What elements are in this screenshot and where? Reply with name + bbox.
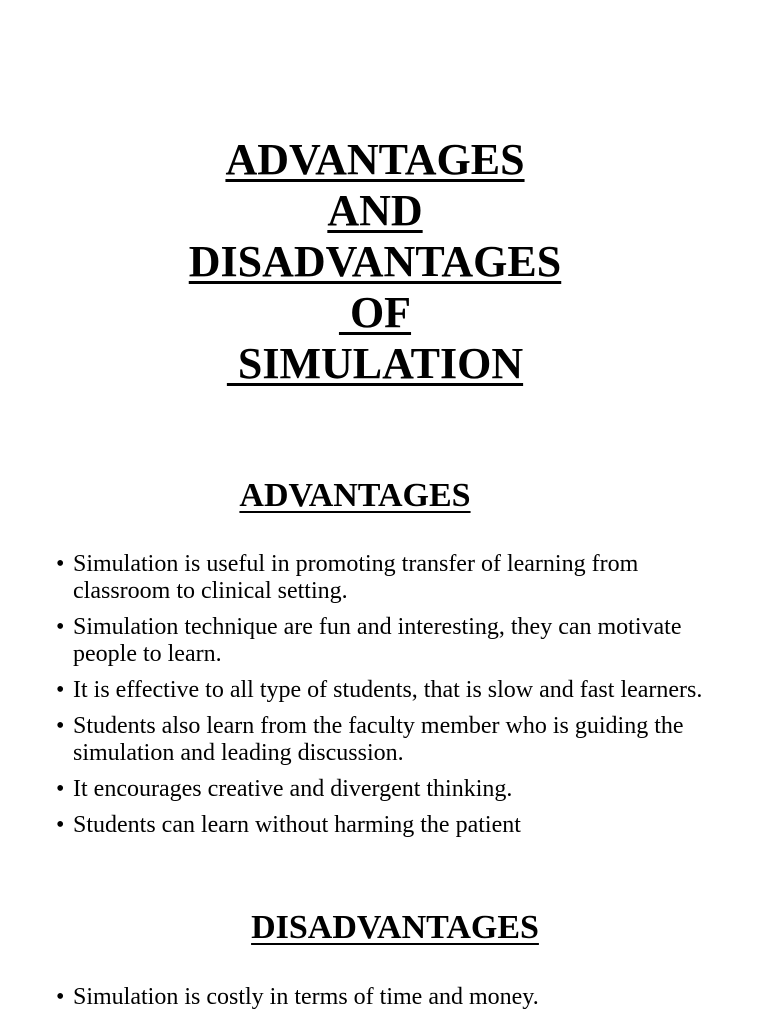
list-item [56,551,716,605]
advantages-list [56,551,716,848]
bullet-icon: • [56,812,65,838]
bullet-icon: • [56,776,65,802]
list-item [56,614,716,668]
list-item-text: It is effective to all type of students, that is slow and fast learners. [73,677,703,703]
title-line: AND [327,186,423,235]
bullet-icon: • [56,551,65,577]
title-line: SIMULATION [226,339,524,388]
disadvantages-heading: DISADVANTAGES [251,909,539,946]
list-item-text: Simulation technique are fun and interesting, they can motivate people to learn. [73,614,682,667]
disadvantages-list [56,984,716,1020]
list-item [56,984,716,1011]
title-line: OF [338,288,412,337]
list-item-text: Simulation is costly in terms of time and money. [73,984,539,1010]
list-item-text: Simulation is useful in promoting transfer of learning from classroom to clinical setting. [73,551,639,604]
advantages-heading: ADVANTAGES [239,477,471,514]
page-title [0,134,750,389]
list-item-text: Students also learn from the faculty member who is guiding the simulation and leading discussion. [73,713,684,766]
title-line: DISADVANTAGES [188,237,562,286]
list-item [56,713,716,767]
bullet-icon: • [56,614,65,640]
list-item [56,812,716,839]
bullet-icon: • [56,677,65,703]
list-item [56,677,716,704]
title-line: ADVANTAGES [225,135,525,184]
bullet-icon: • [56,713,65,739]
list-item [56,776,716,803]
bullet-icon: • [56,984,65,1010]
list-item-text: Students can learn without harming the patient [73,812,521,838]
list-item-text: It encourages creative and divergent thinking. [73,776,513,802]
